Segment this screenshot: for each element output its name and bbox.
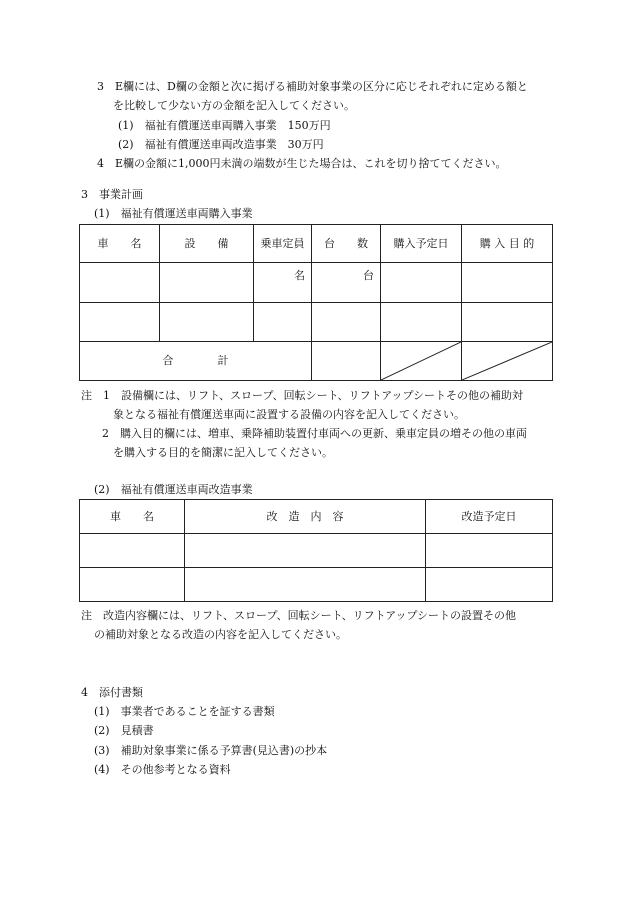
attachment-item: (4) その他参考となる資料 xyxy=(94,763,231,776)
section-3-sub-1: (1) 福祉有償運送車両購入事業 xyxy=(94,207,253,220)
cell-quantity[interactable] xyxy=(312,303,381,342)
note-1-line2: 象となる福祉有償運送車両に設置する設備の内容を記入してください。 xyxy=(113,408,465,421)
table-row xyxy=(80,534,553,568)
header-purchase-date: 購入予定日 xyxy=(381,225,462,263)
cell-modification[interactable] xyxy=(185,534,426,568)
diagonal-cell xyxy=(381,342,462,381)
note-3-line1: 3 E欄には、D欄の金額と次に掲げる補助対象事業の区分に応じそれぞれに定める額と xyxy=(97,80,528,93)
cell-equipment[interactable] xyxy=(160,263,254,303)
cell-purchase-date[interactable] xyxy=(381,303,462,342)
section-3-title: 3 事業計画 xyxy=(81,188,143,201)
note-3-item-2: (2) 福祉有償運送車両改造事業 30万円 xyxy=(118,138,324,151)
total-label: 合 計 xyxy=(80,342,312,381)
cell-capacity-unit[interactable]: 名 xyxy=(254,263,312,303)
cell-modification-date[interactable] xyxy=(426,534,553,568)
cell-modification-date[interactable] xyxy=(426,568,553,602)
cell-purchase-purpose[interactable] xyxy=(462,303,553,342)
note-2-line2: を購入する目的を簡潔に記入してください。 xyxy=(113,446,333,459)
table-header-row xyxy=(80,225,553,263)
note-1-line1: 注 1 設備欄には、リフト、スロープ、回転シート、リフトアップシートその他の補助対 xyxy=(81,389,524,402)
table-row xyxy=(80,568,553,602)
cell-modification[interactable] xyxy=(185,568,426,602)
header-modification-date: 改造予定日 xyxy=(426,500,553,534)
section-4-title: 4 添付書類 xyxy=(81,686,143,699)
header-vehicle-name: 車 名 xyxy=(80,225,160,263)
cell-purchase-date[interactable] xyxy=(381,263,462,303)
cell-vehicle-name[interactable] xyxy=(80,568,185,602)
table-total-row xyxy=(80,342,553,381)
attachment-item: (1) 事業者であることを証する書類 xyxy=(94,705,275,718)
note-3-line2: を比較して少ない方の金額を記入してください。 xyxy=(113,99,355,112)
header-modification: 改 造 内 容 xyxy=(185,500,426,534)
cell-vehicle-name[interactable] xyxy=(80,263,160,303)
table-row xyxy=(80,263,553,303)
cell-purchase-purpose[interactable] xyxy=(462,263,553,303)
vehicle-purchase-table xyxy=(79,224,553,381)
cell-vehicle-name[interactable] xyxy=(80,303,160,342)
note-4: 4 E欄の金額に1,000円未満の端数が生じた場合は、これを切り捨ててください。 xyxy=(97,157,507,170)
cell-vehicle-name[interactable] xyxy=(80,534,185,568)
section-3-sub-2: (2) 福祉有償運送車両改造事業 xyxy=(94,483,253,496)
note-3-line1: 注 改造内容欄には、リフト、スロープ、回転シート、リフトアップシートの設置その他 xyxy=(81,609,517,622)
header-equipment: 設 備 xyxy=(160,225,254,263)
cell-total-quantity[interactable] xyxy=(312,342,381,381)
vehicle-modification-table xyxy=(79,499,553,602)
note-2-line1: 2 購入目的欄には、増車、乗降補助装置付車両への更新、乗車定員の増その他の車両 xyxy=(102,427,527,440)
header-quantity: 台 数 xyxy=(312,225,381,263)
attachment-item: (2) 見積書 xyxy=(94,724,154,737)
note-3-item-1: (1) 福祉有償運送車両購入事業 150万円 xyxy=(118,119,331,132)
table-row xyxy=(80,303,553,342)
diagonal-cell xyxy=(462,342,553,381)
cell-quantity-unit[interactable]: 台 xyxy=(312,263,381,303)
header-capacity: 乗車定員 xyxy=(254,225,312,263)
cell-capacity[interactable] xyxy=(254,303,312,342)
attachment-item: (3) 補助対象事業に係る予算書(見込書)の抄本 xyxy=(94,744,328,757)
header-purchase-purpose: 購 入 目 的 xyxy=(462,225,553,263)
table-header-row xyxy=(80,500,553,534)
header-vehicle-name: 車 名 xyxy=(80,500,185,534)
cell-equipment[interactable] xyxy=(160,303,254,342)
note-3-line2: の補助対象となる改造の内容を記入してください。 xyxy=(94,628,347,641)
